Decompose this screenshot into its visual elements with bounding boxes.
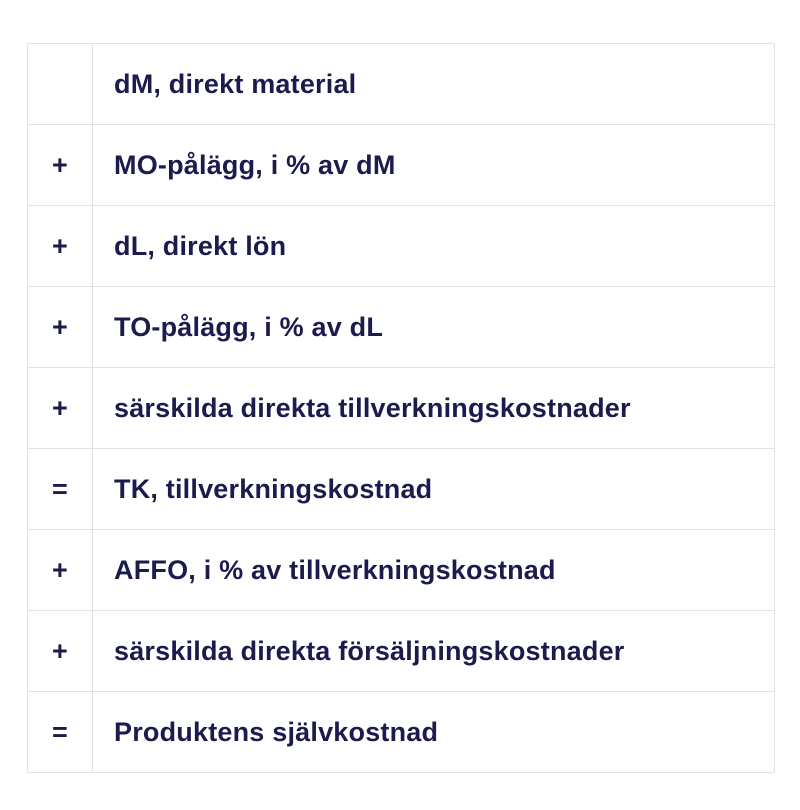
table-row: [28, 611, 775, 692]
label-cell: dM, direkt material: [93, 44, 775, 125]
table-row: [28, 287, 775, 368]
operator-cell: +: [28, 368, 93, 449]
label-cell: TK, tillverkningskostnad: [93, 449, 775, 530]
table-row: [28, 449, 775, 530]
label-cell: AFFO, i % av tillverkningskostnad: [93, 530, 775, 611]
operator-cell: +: [28, 206, 93, 287]
table-row: [28, 692, 775, 773]
table-row: [28, 206, 775, 287]
operator-cell: [28, 44, 93, 125]
label-cell: MO-pålägg, i % av dM: [93, 125, 775, 206]
label-cell: dL, direkt lön: [93, 206, 775, 287]
operator-cell: +: [28, 287, 93, 368]
operator-cell: =: [28, 449, 93, 530]
operator-cell: +: [28, 611, 93, 692]
operator-cell: +: [28, 530, 93, 611]
cost-calculation-table: [27, 43, 775, 773]
label-cell: särskilda direkta tillverkningskostnader: [93, 368, 775, 449]
table-row: [28, 44, 775, 125]
operator-cell: =: [28, 692, 93, 773]
table-row: [28, 530, 775, 611]
label-cell: särskilda direkta försäljningskostnader: [93, 611, 775, 692]
label-cell: TO-pålägg, i % av dL: [93, 287, 775, 368]
label-cell: Produktens självkostnad: [93, 692, 775, 773]
table-row: [28, 368, 775, 449]
table-row: [28, 125, 775, 206]
operator-cell: +: [28, 125, 93, 206]
